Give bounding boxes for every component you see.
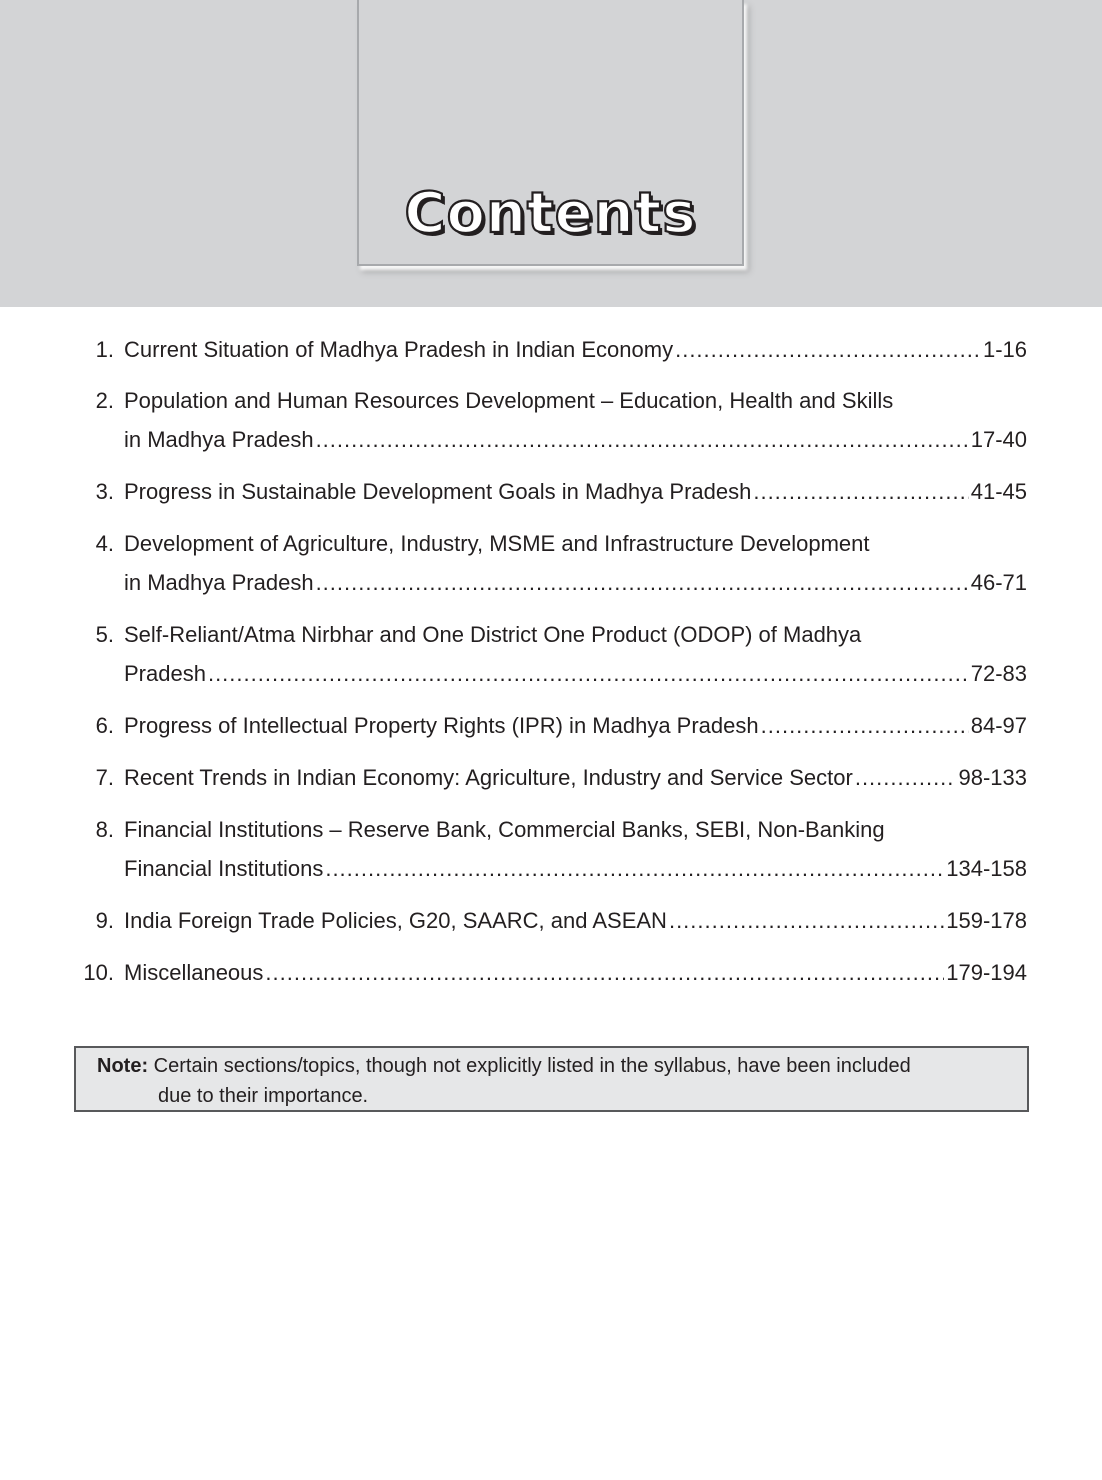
toc-entry-6[interactable]: [0, 706, 1102, 745]
toc-number: 7.: [95, 765, 114, 790]
toc-title-continued: in Madhya Pradesh: [124, 570, 314, 595]
toc-title: Population and Human Resources Development – Education, Health and Skills: [124, 388, 894, 413]
dot-leader: [208, 654, 969, 693]
toc-entry-9[interactable]: [0, 901, 1102, 940]
toc-title: Recent Trends in Indian Economy: Agriculture, Industry and Service Sector: [124, 765, 853, 790]
header-band: [0, 0, 1102, 307]
toc-entry-2[interactable]: [0, 381, 1102, 459]
dot-leader: [265, 953, 944, 992]
toc-title: Financial Institutions – Reserve Bank, Commercial Banks, SEBI, Non-Banking: [124, 817, 885, 842]
note-label: Note:: [97, 1055, 149, 1077]
toc-pages: 46-71: [970, 570, 1027, 595]
toc-entry-10[interactable]: [0, 953, 1102, 992]
dot-leader: [325, 849, 944, 888]
toc-number: 3.: [95, 479, 114, 504]
toc-title-continued: in Madhya Pradesh: [124, 427, 314, 452]
toc-pages: 41-45: [970, 479, 1027, 504]
dot-leader: [761, 706, 969, 745]
toc-number: 6.: [95, 713, 114, 738]
toc-pages: 98-133: [958, 765, 1027, 790]
toc-entry-3[interactable]: [0, 472, 1102, 511]
title-box: [357, 0, 744, 266]
toc-title: Progress of Intellectual Property Rights (IPR) in Madhya Pradesh: [124, 713, 759, 738]
toc-pages: 72-83: [970, 661, 1027, 686]
toc-number: 2.: [95, 388, 114, 413]
toc-pages: 134-158: [946, 856, 1027, 881]
toc-entry-8[interactable]: [0, 810, 1102, 888]
dot-leader: [753, 472, 968, 511]
toc-title-continued: Financial Institutions: [124, 856, 324, 881]
note-line-2: due to their importance.: [158, 1085, 369, 1107]
toc-title-continued: Pradesh: [124, 661, 206, 686]
page-title: Contents: [404, 181, 697, 246]
toc-number: 10.: [83, 960, 114, 985]
toc-pages: 1-16: [982, 337, 1027, 362]
note-text: Certain sections/topics, though not explicitly listed in the syllabus, have been included: [153, 1055, 911, 1077]
toc-number: 5.: [95, 622, 114, 647]
note-box: [74, 1046, 1029, 1112]
toc-pages: 159-178: [946, 908, 1027, 933]
toc-pages: 179-194: [946, 960, 1027, 985]
toc-title: Development of Agriculture, Industry, MSME and Infrastructure Development: [124, 531, 870, 556]
dot-leader: [855, 758, 957, 797]
toc-pages: 17-40: [970, 427, 1027, 452]
dot-leader: [316, 420, 969, 459]
note-line-1: [97, 1051, 1027, 1081]
toc-title: Self-Reliant/Atma Nirbhar and One District One Product (ODOP) of Madhya: [124, 622, 862, 647]
toc-pages: 84-97: [970, 713, 1027, 738]
dot-leader: [675, 330, 981, 369]
toc-entry-5[interactable]: [0, 615, 1102, 693]
toc-entry-1[interactable]: [0, 330, 1102, 369]
toc-title: India Foreign Trade Policies, G20, SAARC, and ASEAN: [124, 908, 667, 933]
toc-number: 4.: [95, 531, 114, 556]
toc-title: Progress in Sustainable Development Goals in Madhya Pradesh: [124, 479, 752, 504]
toc-title: Current Situation of Madhya Pradesh in Indian Economy: [124, 337, 674, 362]
toc-number: 8.: [95, 817, 114, 842]
toc-entry-4[interactable]: [0, 524, 1102, 602]
dot-leader: [316, 563, 969, 602]
toc-title: Miscellaneous: [124, 960, 264, 985]
toc-number: 1.: [95, 337, 114, 362]
toc-entry-7[interactable]: [0, 758, 1102, 797]
toc-number: 9.: [95, 908, 114, 933]
dot-leader: [669, 901, 944, 940]
